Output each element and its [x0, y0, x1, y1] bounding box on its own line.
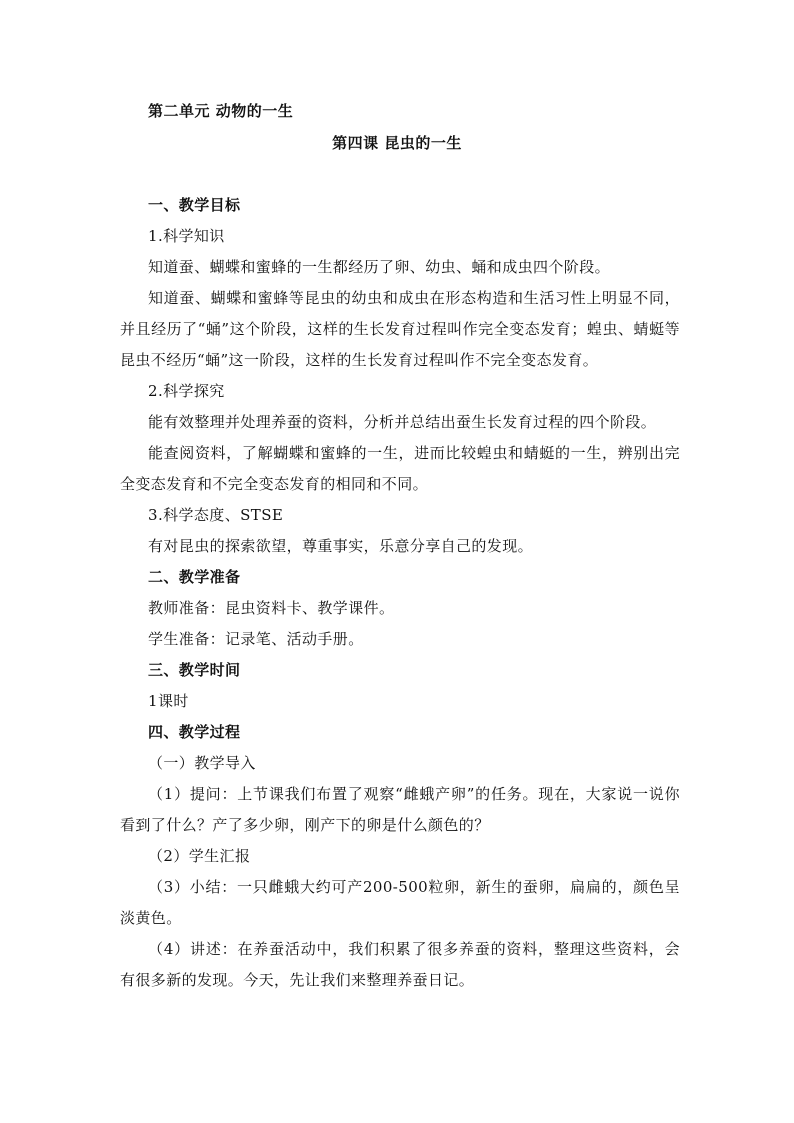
paragraph: 知道蚕、蝴蝶和蜜蜂的一生都经历了卵、幼虫、蛹和成虫四个阶段。 — [148, 258, 611, 276]
paragraph: 有对昆虫的探索欲望，尊重事实，乐意分享自己的发现。 — [148, 537, 534, 555]
paragraph: 能查阅资料，了解蝴蝶和蜜蜂的一生，进而比较蝗虫和蜻蜓的一生，辨别出完全变态发育和不完全变态发育的相同和不同。 — [120, 444, 680, 493]
paragraph: （1）提问：上节课我们布置了观察“雌蛾产卵”的任务。现在，大家说一说你看到了什么？产了多少卵，刚产下的卵是什么颜色的？ — [120, 785, 680, 834]
subheading-science-inquiry: 2.科学探究 — [148, 382, 225, 400]
section-heading-preparation: 二、教学准备 — [148, 568, 241, 586]
unit-title: 第二单元 动物的一生 — [148, 102, 294, 120]
paragraph: 知道蚕、蝴蝶和蜜蜂等昆虫的幼虫和成虫在形态构造和生活习性上明显不同，并且经历了“蛹”这个阶段，这样的生长发育过程叫作完全变态发育；蝗虫、蜻蜓等昆虫不经历“蛹”这一阶段，这样的生长发育过程叫作不完全变态发育。 — [120, 289, 680, 369]
paragraph: 1课时 — [148, 692, 189, 710]
document-body — [120, 190, 680, 996]
subheading-science-knowledge: 1.科学知识 — [148, 227, 225, 245]
paragraph: 教师准备：昆虫资料卡、教学课件。 — [148, 599, 395, 617]
paragraph: （2）学生汇报 — [148, 847, 251, 865]
section-heading-process: 四、教学过程 — [148, 723, 241, 741]
section-heading-objectives: 一、教学目标 — [148, 196, 241, 214]
paragraph: （4）讲述：在养蚕活动中，我们积累了很多养蚕的资料，整理这些资料，会有很多新的发现。今天，先让我们来整理养蚕日记。 — [120, 940, 680, 989]
paragraph: 能有效整理并处理养蚕的资料，分析并总结出蚕生长发育过程的四个阶段。 — [148, 413, 657, 431]
lesson-title: 第四课 昆虫的一生 — [332, 134, 462, 152]
paragraph: （3）小结：一只雌蛾大约可产200-500粒卵，新生的蚕卵，扁扁的，颜色呈淡黄色。 — [120, 878, 680, 927]
paragraph: 学生准备：记录笔、活动手册。 — [148, 630, 364, 648]
subheading-introduction: （一）教学导入 — [148, 754, 256, 772]
section-heading-time: 三、教学时间 — [148, 661, 241, 679]
subheading-science-attitude: 3.科学态度、STSE — [148, 506, 284, 524]
